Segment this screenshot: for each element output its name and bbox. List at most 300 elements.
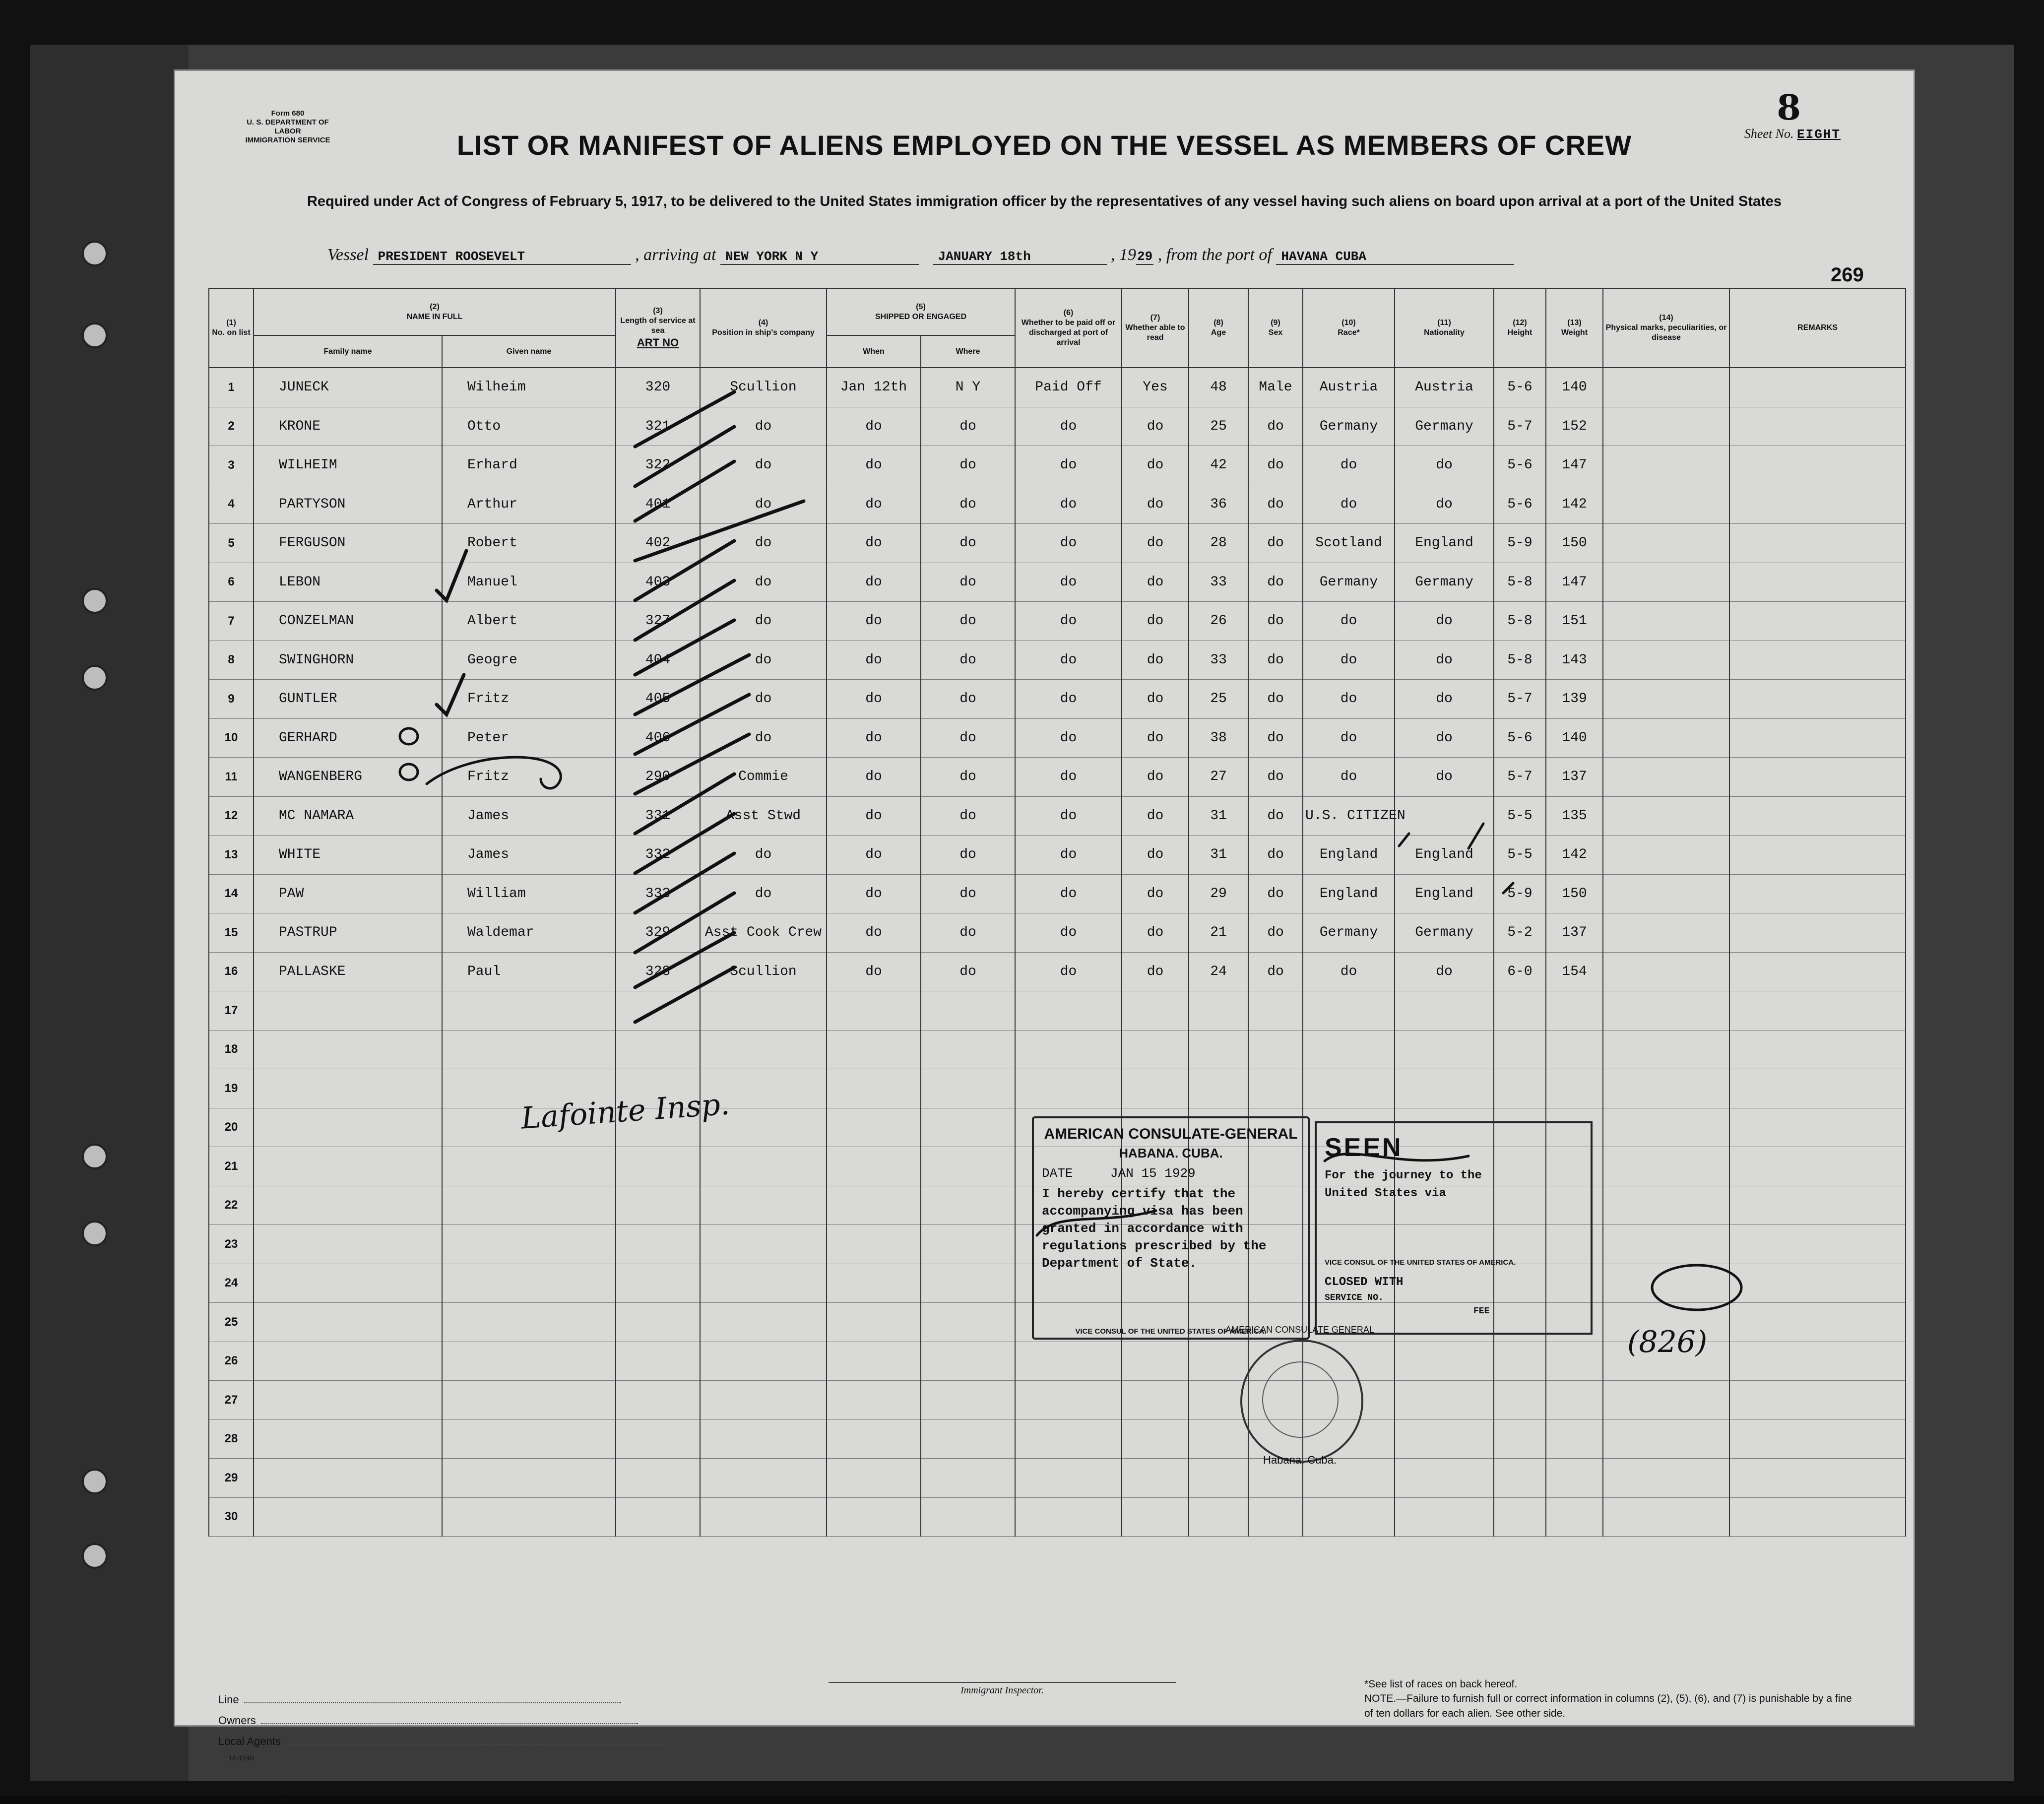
cell-given: Waldemar [442,913,616,953]
cell-nationality: Germany [1395,407,1494,446]
cell-nationality: do [1395,446,1494,485]
cell-nationality: do [1395,680,1494,719]
cell-family: CONZELMAN [254,602,442,641]
cell-given: Albert [442,602,616,641]
cell-where [921,1069,1015,1108]
cell-position: do [700,602,827,641]
cell-weight: 137 [1546,758,1603,797]
cell-where: do [921,563,1015,602]
cell-art: 320 [616,368,700,407]
cell-read [1122,1459,1189,1498]
cell-height: 5-9 [1494,524,1546,563]
punch-hole [82,1469,108,1494]
cell-paid [1015,1459,1122,1498]
cell-paid [1015,1030,1122,1069]
cell-remarks [1729,1147,1906,1186]
cell-no: 23 [209,1225,254,1264]
cell-where: do [921,602,1015,641]
cell-when: do [827,680,921,719]
cell-sex: do [1248,718,1303,758]
visa-certification: I hereby certify that the accompanying visa has been granted in accordance with regulations prescribed by the Department of State. [1042,1186,1267,1271]
handwritten-fee-note: (826) [1627,1325,1708,1359]
cell-height: 5-6 [1494,485,1546,524]
cell-nationality: Austria [1395,368,1494,407]
cell-read: do [1122,796,1189,836]
cell-art [616,991,700,1031]
cell-no: 19 [209,1069,254,1108]
cell-sex: do [1248,563,1303,602]
cell-paid [1015,1497,1122,1537]
cell-no: 13 [209,836,254,875]
cell-family: SWINGHORN [254,641,442,680]
cell-where [921,1186,1015,1225]
cell-sex: do [1248,485,1303,524]
cell-sex: do [1248,641,1303,680]
cell-no: 10 [209,718,254,758]
cell-nationality: do [1395,641,1494,680]
header-name: (2) NAME IN FULL [254,288,616,335]
cell-family [254,1419,442,1459]
cell-paid: do [1015,446,1122,485]
cell-given: Otto [442,407,616,446]
cell-art [616,1147,700,1186]
cell-when [827,1381,921,1420]
cell-nationality: do [1395,718,1494,758]
cell-physical-marks [1603,446,1729,485]
cell-physical-marks [1603,1497,1729,1537]
cell-position [700,1303,827,1342]
cell-physical-marks [1603,991,1729,1031]
cell-given [442,1342,616,1381]
cell-age: 26 [1189,602,1248,641]
cell-remarks [1729,407,1906,446]
header-service: (3) Length of service at sea ART NO [616,288,700,368]
cell-where: do [921,407,1015,446]
cell-art [616,1303,700,1342]
cell-position [700,1497,827,1537]
cell-read [1122,1381,1189,1420]
punch-hole [82,1144,108,1169]
header-age: (8) Age [1189,288,1248,368]
cell-art [616,1459,700,1498]
cell-when: do [827,524,921,563]
cell-remarks [1729,796,1906,836]
table-row [209,407,1906,446]
cell-no: 12 [209,796,254,836]
cell-where [921,991,1015,1031]
table-row [209,1419,1906,1459]
cell-family: GERHARD [254,718,442,758]
cell-sex [1248,1497,1303,1537]
cell-position [700,1381,827,1420]
cell-race: Germany [1303,407,1395,446]
table-row [209,1069,1906,1108]
fee-label: FEE [1473,1306,1490,1316]
cell-read: do [1122,874,1189,913]
cell-given: James [442,836,616,875]
cell-no: 20 [209,1108,254,1147]
cell-nationality: England [1395,836,1494,875]
cell-read: do [1122,952,1189,991]
cell-family: PARTYSON [254,485,442,524]
cell-height: 5-8 [1494,602,1546,641]
cell-remarks [1729,758,1906,797]
cell-position: Scullion [700,368,827,407]
cell-race: do [1303,446,1395,485]
table-row [209,1381,1906,1420]
cell-when [827,1419,921,1459]
cell-given [442,1264,616,1303]
cell-when: do [827,641,921,680]
cell-no: 3 [209,446,254,485]
cell-paid: do [1015,913,1122,953]
cell-height: 5-7 [1494,680,1546,719]
cell-read: do [1122,524,1189,563]
cell-race: do [1303,718,1395,758]
cell-remarks [1729,991,1906,1031]
cell-sex: do [1248,758,1303,797]
cell-race: do [1303,758,1395,797]
cell-family: WANGENBERG [254,758,442,797]
cell-when: do [827,602,921,641]
vessel-name: PRESIDENT ROOSEVELT [373,249,631,265]
cell-where: do [921,680,1015,719]
cell-given [442,1381,616,1420]
cell-race: Austria [1303,368,1395,407]
cell-read: do [1122,641,1189,680]
cell-art: 321 [616,407,700,446]
table-row [209,952,1906,991]
cell-nationality [1395,1381,1494,1420]
cell-height: 5-6 [1494,446,1546,485]
cell-where: do [921,718,1015,758]
cell-family [254,1303,442,1342]
cell-when [827,1459,921,1498]
inspector-signature: Lafointe Insp. [520,1087,731,1136]
races-note: *See list of races on back hereof. [1364,1678,1518,1690]
cell-when: do [827,407,921,446]
cell-sex: do [1248,796,1303,836]
cell-paid: do [1015,641,1122,680]
cell-family [254,1147,442,1186]
form-service: IMMIGRATION SERVICE [245,136,330,144]
cell-remarks [1729,1069,1906,1108]
cell-race [1303,1030,1395,1069]
cell-physical-marks [1603,1419,1729,1459]
cell-physical-marks [1603,641,1729,680]
stamp-date-label: DATE [1042,1165,1073,1181]
cell-art: 327 [616,602,700,641]
cell-given [442,1147,616,1186]
cell-art [616,1342,700,1381]
cell-age: 33 [1189,563,1248,602]
seen-line-1: For the journey to the [1325,1169,1482,1182]
cell-art: 406 [616,718,700,758]
cell-where: do [921,485,1015,524]
cell-remarks [1729,952,1906,991]
cell-where [921,1030,1015,1069]
table-header [209,288,1906,368]
cell-remarks [1729,368,1906,407]
cell-paid: do [1015,952,1122,991]
table-row [209,836,1906,875]
cell-race: Scotland [1303,524,1395,563]
cell-no: 26 [209,1342,254,1381]
page-title: LIST OR MANIFEST OF ALIENS EMPLOYED ON THE VESSEL AS MEMBERS OF CREW [456,129,1632,161]
cell-read: do [1122,680,1189,719]
cell-paid [1015,991,1122,1031]
cell-sex: do [1248,874,1303,913]
cell-height [1494,1419,1546,1459]
cell-when [827,1303,921,1342]
cell-nationality: do [1395,602,1494,641]
cell-no: 4 [209,485,254,524]
cell-height: 5-6 [1494,718,1546,758]
cell-remarks [1729,1342,1906,1381]
cell-paid [1015,1381,1122,1420]
form-department: U. S. DEPARTMENT OF LABOR [247,118,329,135]
table-row [209,718,1906,758]
seal-eagle-emblem [1262,1361,1339,1438]
cell-sex: do [1248,836,1303,875]
cell-art: 403 [616,563,700,602]
cell-art: 404 [616,641,700,680]
cell-weight: 140 [1546,368,1603,407]
cell-paid: do [1015,485,1122,524]
cell-family [254,1264,442,1303]
cell-read: do [1122,563,1189,602]
cell-no: 8 [209,641,254,680]
cell-when: do [827,446,921,485]
cell-physical-marks [1603,1069,1729,1108]
cell-when [827,1030,921,1069]
cell-height [1494,1497,1546,1537]
cell-no: 6 [209,563,254,602]
cell-family: PALLASKE [254,952,442,991]
cell-paid: do [1015,524,1122,563]
cell-race: do [1303,641,1395,680]
cell-family: MC NAMARA [254,796,442,836]
cell-position: do [700,407,827,446]
cell-sex: Male [1248,368,1303,407]
cell-family: PAW [254,874,442,913]
cell-race: Germany [1303,913,1395,953]
cell-position: Asst Stwd [700,796,827,836]
cell-family: PASTRUP [254,913,442,953]
cell-nationality [1395,991,1494,1031]
cell-when: do [827,718,921,758]
cell-given [442,1186,616,1225]
cell-position [700,1419,827,1459]
cell-where: do [921,758,1015,797]
closed-with-label: CLOSED WITH [1325,1275,1404,1289]
cell-height [1494,1069,1546,1108]
table-row [209,796,1906,836]
seal-city: Habana, Cuba. [1263,1454,1337,1466]
cell-age: 25 [1189,680,1248,719]
cell-paid [1015,1069,1122,1108]
cell-physical-marks [1603,952,1729,991]
footer-owners-field: Owners [218,1710,663,1731]
cell-physical-marks [1603,680,1729,719]
manifest-table-wrap [208,288,1905,1677]
arriving-label: , arriving at [635,246,716,264]
cell-read [1122,1342,1189,1381]
cell-remarks [1729,1381,1906,1420]
vessel-label: Vessel [327,246,369,264]
cell-height: 5-2 [1494,913,1546,953]
cell-no: 14 [209,874,254,913]
cell-age: 36 [1189,485,1248,524]
cell-where [921,1497,1015,1537]
cell-weight: 139 [1546,680,1603,719]
cell-nationality [1395,1069,1494,1108]
cell-position: Scullion [700,952,827,991]
cell-nationality: do [1395,952,1494,991]
form-number: Form 680 [271,109,305,118]
cell-when: do [827,758,921,797]
cell-no: 7 [209,602,254,641]
cell-when: do [827,563,921,602]
cell-family: WHITE [254,836,442,875]
cell-paid: do [1015,602,1122,641]
cell-physical-marks [1603,1381,1729,1420]
footer-line-field: Line [218,1689,663,1710]
footer-notes [1364,1677,1860,1721]
cell-when [827,1147,921,1186]
cell-paid: do [1015,563,1122,602]
cell-where: do [921,641,1015,680]
cell-age: 42 [1189,446,1248,485]
cell-family: FERGUSON [254,524,442,563]
cell-nationality [1395,1030,1494,1069]
cell-art [616,1225,700,1264]
cell-no: 16 [209,952,254,991]
penalty-note: NOTE.—Failure to furnish full or correct information in columns (2), (5), (6), and (7) is punishable by a fine of ten dollars for each alien. See other side. [1364,1693,1852,1719]
cell-position [700,1030,827,1069]
cell-read: do [1122,446,1189,485]
cell-no: 11 [209,758,254,797]
cell-remarks [1729,446,1906,485]
cell-age: 28 [1189,524,1248,563]
cell-sex [1248,1030,1303,1069]
cell-no: 25 [209,1303,254,1342]
cell-paid: Paid Off [1015,368,1122,407]
cell-given [442,1497,616,1537]
cell-physical-marks [1603,1030,1729,1069]
cell-physical-marks [1603,485,1729,524]
cell-when: do [827,913,921,953]
cell-sex: do [1248,446,1303,485]
table-row [209,1030,1906,1069]
header-where: Where [921,335,1015,368]
agents-code: 14-1240 [228,1754,254,1762]
cell-age [1189,1342,1248,1381]
cell-weight [1546,1497,1603,1537]
cell-when: do [827,952,921,991]
cell-position [700,1459,827,1498]
cell-read [1122,1069,1189,1108]
cell-given [442,991,616,1031]
cell-height: 5-6 [1494,368,1546,407]
header-when: When [827,335,921,368]
cell-read: do [1122,758,1189,797]
punch-hole [82,241,108,266]
cell-height: 5-9 [1494,874,1546,913]
header-position: (4) Position in ship's company [700,288,827,368]
cell-weight [1546,1030,1603,1069]
cell-sex: do [1248,913,1303,953]
header-read: (7) Whether able to read [1122,288,1189,368]
cell-race: do [1303,952,1395,991]
cell-physical-marks [1603,796,1729,836]
cell-remarks [1729,874,1906,913]
cell-no: 24 [209,1264,254,1303]
cell-remarks [1729,1186,1906,1225]
punch-hole [82,588,108,614]
cell-race: do [1303,602,1395,641]
cell-weight [1546,1459,1603,1498]
cell-when [827,1225,921,1264]
table-row [209,758,1906,797]
cell-art [616,1030,700,1069]
cell-height [1494,1459,1546,1498]
year-prefix: , 19 [1111,246,1136,264]
cell-no: 17 [209,991,254,1031]
cell-age: 31 [1189,836,1248,875]
cell-weight: 150 [1546,524,1603,563]
footer-agents-field: Local Agents [218,1731,663,1752]
immigrant-inspector-line: Immigrant Inspector. [829,1682,1176,1696]
table-body [209,368,1906,1537]
cell-age: 27 [1189,758,1248,797]
corner-mark: 8 [1777,87,1801,128]
cell-art [616,1419,700,1459]
cell-no: 29 [209,1459,254,1498]
cell-when [827,1264,921,1303]
cell-age [1189,1419,1248,1459]
cell-family [254,991,442,1031]
cell-read: do [1122,602,1189,641]
cell-where [921,1225,1015,1264]
cell-position: do [700,641,827,680]
cell-age: 29 [1189,874,1248,913]
consulate-heading: AMERICAN CONSULATE-GENERAL [1044,1126,1298,1142]
print-code: K.&F. 26.10.24.1000. [238,1796,303,1804]
cell-age: 25 [1189,407,1248,446]
cell-when [827,1342,921,1381]
cell-where: do [921,913,1015,953]
table-row [209,913,1906,953]
cell-nationality [1395,1419,1494,1459]
cell-art: 405 [616,680,700,719]
cell-physical-marks [1603,602,1729,641]
arrival-port: NEW YORK N Y [720,249,919,265]
cell-no: 18 [209,1030,254,1069]
service-no-label: SERVICE NO. [1325,1292,1384,1303]
cell-read: do [1122,836,1189,875]
header-shipped: (5) SHIPPED OR ENGAGED [827,288,1015,335]
cell-given: Paul [442,952,616,991]
cell-remarks [1729,913,1906,953]
cell-given: William [442,874,616,913]
cell-nationality: Germany [1395,563,1494,602]
cell-remarks [1729,1225,1906,1264]
cell-read: do [1122,913,1189,953]
cell-race: do [1303,485,1395,524]
cell-no: 30 [209,1497,254,1537]
cell-read [1122,1030,1189,1069]
